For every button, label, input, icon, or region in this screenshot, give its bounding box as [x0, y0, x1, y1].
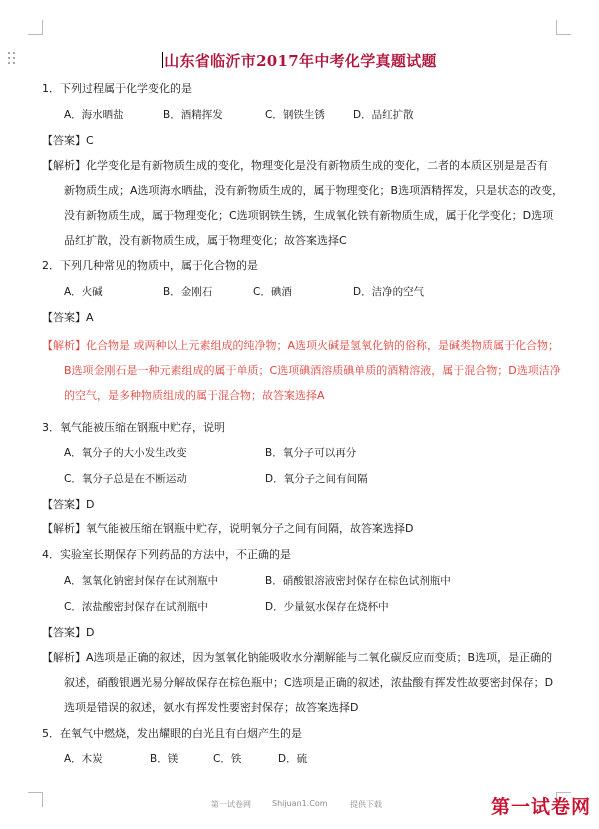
question-5-stem: 5．在氧气中燃烧，发出耀眼的白光且有白烟产生的是	[42, 727, 302, 740]
crop-mark-top-left	[28, 20, 43, 35]
question-2-option-b: B．金刚石	[163, 286, 213, 298]
question-1-option-d: D．品红扩散	[353, 109, 414, 121]
question-3-option-d: D．氧分子之间有间隔	[265, 473, 368, 485]
question-2-option-c: C．碘酒	[253, 286, 292, 298]
document-title: 山东省临沂市2017年中考化学真题试题	[164, 52, 437, 70]
question-2-analysis-line: B选项金刚石是一种元素组成的属于单质；C选项碘酒溶质碘单质的酒精溶液，属于混合物；D选项洁净	[64, 364, 561, 377]
footer-site-url: Shijuan1.Com	[272, 799, 328, 808]
question-2-analysis-line: 的空气，是多种物质组成的属于混合物；故答案选择A	[64, 389, 325, 402]
question-1-analysis-line: 【解析】化学变化是有新物质生成的变化，物理变化是没有新物质生成的变化，二者的本质区别是是否有	[42, 159, 548, 172]
footer-download-note: 提供下载	[350, 800, 382, 809]
question-5-option-b: B．镁	[150, 753, 179, 765]
question-4-stem: 4．实验室长期保存下列药品的方法中，不正确的是	[42, 548, 291, 561]
question-4-option-a: A．氢氧化钠密封保存在试剂瓶中	[64, 575, 219, 587]
question-1-analysis-line: 新物质生成；A选项海水晒盐，没有新物质生成的，属于物理变化；B选项酒精挥发，只是状态的改变，	[64, 184, 564, 197]
question-1-stem: 1．下列过程属于化学变化的是	[42, 82, 192, 95]
question-3-answer: 【答案】D	[42, 498, 95, 511]
question-4-option-d: D．少量氨水保存在烧杯中	[265, 601, 389, 613]
question-1-option-a: A．海水晒盐	[64, 109, 124, 121]
question-4-option-c: C．浓盐酸密封保存在试剂瓶中	[64, 601, 208, 613]
question-2-stem: 2．下列几种常见的物质中，属于化合物的是	[42, 259, 258, 272]
question-1-option-b: B．酒精挥发	[163, 109, 223, 121]
question-4-analysis-line: 叙述，硝酸银遇光易分解故保存在棕色瓶中；C选项是正确的叙述，浓盐酸有挥发性故要密封保存；D	[64, 676, 554, 689]
question-3-option-a: A．氧分子的大小发生改变	[64, 447, 187, 459]
question-3-analysis-line: 【解析】氧气能被压缩在钢瓶中贮存，说明氧分子之间有间隔，故答案选择D	[42, 522, 414, 535]
question-1-analysis-line: 没有新物质生成，属于物理变化；C选项钢铁生锈，生成氧化铁有新物质生成，属于化学变化；D选项	[64, 209, 554, 222]
question-2-analysis-line: 【解析】化合物是 或两种以上元素组成的纯净物；A选项火碱是氢氧化钠的俗称，是碱类物质属于化合物；	[42, 339, 560, 352]
question-4-answer: 【答案】D	[42, 626, 95, 639]
question-1-analysis-line: 品红扩散，没有新物质生成，属于物理变化；故答案选择C	[64, 234, 347, 247]
crop-mark-top-right	[556, 20, 571, 35]
question-2-option-d: D．洁净的空气	[353, 286, 425, 298]
question-3-option-b: B．氧分子可以再分	[265, 447, 357, 459]
question-4-option-b: B．硝酸银溶液密封保存在棕色试剂瓶中	[265, 575, 451, 587]
brand-watermark: 第一试卷网	[490, 796, 591, 818]
question-5-option-d: D．硫	[278, 753, 308, 765]
question-4-analysis-line: 选项是错误的叙述，氨水有挥发性要密封保存；故答案选择D	[64, 701, 359, 714]
question-1-option-c: C．钢铁生锈	[265, 109, 325, 121]
question-1-answer: 【答案】C	[42, 134, 94, 147]
question-2-option-a: A．火碱	[64, 286, 103, 298]
question-5-option-a: A．木炭	[64, 753, 103, 765]
question-5-option-c: C．铁	[213, 753, 242, 765]
question-4-analysis-line: 【解析】A选项是正确的叙述，因为氢氧化钠能吸收水分潮解能与二氧化碳反应而变质；B选项，是正确的	[42, 651, 553, 664]
footer-site-name: 第一试卷网	[211, 800, 251, 809]
question-3-stem: 3．氧气能被压缩在钢瓶中贮存，说明	[42, 421, 225, 434]
question-2-answer: 【答案】A	[42, 311, 94, 324]
question-3-option-c: C．氧分子总是在不断运动	[64, 473, 187, 485]
